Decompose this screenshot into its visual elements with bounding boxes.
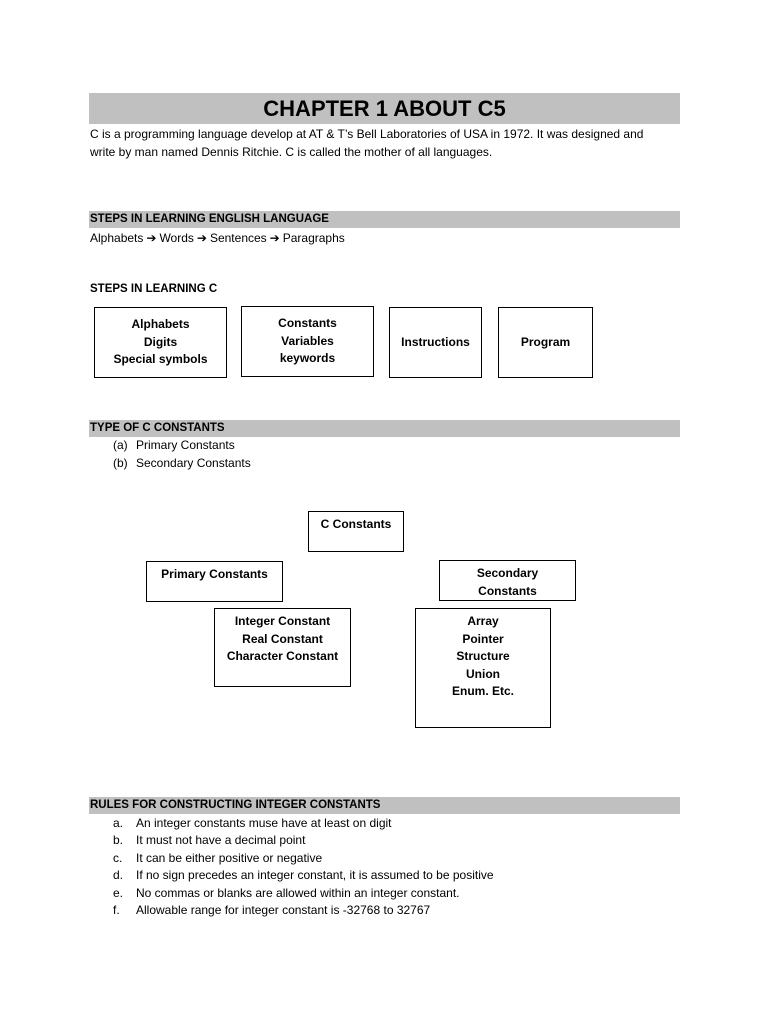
constants-types-heading: TYPE OF C CONSTANTS [89, 420, 680, 437]
diagram-secondary-label-1: Secondary [476, 566, 539, 580]
diagram-item: Union [466, 666, 500, 681]
page-title: CHAPTER 1 ABOUT C5 [89, 93, 680, 124]
c-steps-heading: STEPS IN LEARNING C [90, 283, 218, 295]
list-item [113, 832, 305, 850]
diagram-primary-items-box [214, 608, 351, 687]
list-text: Allowable range for integer constant is -32768 to 32767 [136, 903, 431, 917]
c-step-box-alphabets [94, 307, 227, 378]
list-item [113, 455, 251, 473]
diagram-root-box [308, 511, 404, 552]
c-step-box-constants [241, 306, 374, 377]
diagram-item: Character Constant [226, 649, 339, 663]
c-step-box-line: Program [520, 334, 571, 349]
list-marker: d. [113, 868, 124, 882]
list-marker: e. [113, 886, 124, 900]
step-sentences: Sentences [209, 231, 267, 245]
list-text: An integer constants muse have at least on digit [136, 816, 392, 830]
list-marker: c. [113, 851, 123, 865]
list-item [113, 815, 392, 833]
list-text: It must not have a decimal point [136, 833, 306, 847]
right-arrow-icon: ➔ [146, 231, 157, 245]
integer-rules-heading: RULES FOR CONSTRUCTING INTEGER CONSTANTS [89, 797, 680, 814]
diagram-secondary-items-box [415, 608, 551, 728]
list-marker: b. [113, 833, 124, 847]
diagram-item: Enum. Etc. [451, 684, 514, 698]
list-marker: (a) [113, 438, 128, 452]
intro-paragraph [90, 125, 680, 161]
list-text: No commas or blanks are allowed within an integer constant. [136, 886, 460, 900]
diagram-root-label: C Constants [320, 517, 392, 531]
diagram-item: Integer Constant [234, 614, 331, 628]
diagram-item: Array [467, 614, 499, 628]
c-step-box-program [498, 307, 593, 378]
step-alphabets: Alphabets [90, 231, 144, 245]
c-step-box-instructions [389, 307, 482, 378]
diagram-primary-label: Primary Constants [161, 567, 268, 581]
intro-line-2: write by man named Dennis Ritchie. C is called the mother of all languages. [90, 145, 493, 159]
diagram-item: Real Constant [242, 631, 323, 646]
c-step-box-line: Variables [281, 333, 334, 348]
diagram-primary-box [146, 561, 283, 602]
c-step-box-line: Special symbols [113, 352, 208, 367]
list-item [113, 437, 235, 455]
english-steps-sequence [90, 229, 345, 247]
list-text: Secondary Constants [136, 456, 251, 470]
c-step-box-line: Constants [278, 316, 337, 331]
list-item [113, 850, 322, 868]
diagram-secondary-box [439, 560, 576, 601]
diagram-item: Structure [456, 649, 510, 663]
list-item [113, 867, 494, 885]
list-text: Primary Constants [136, 438, 235, 452]
list-marker: (b) [113, 456, 128, 470]
right-arrow-icon: ➔ [269, 231, 280, 245]
list-item [113, 902, 430, 920]
diagram-secondary-label-2: Constants [478, 583, 537, 598]
right-arrow-icon: ➔ [196, 231, 207, 245]
c-step-box-line: keywords [279, 351, 336, 366]
step-paragraphs: Paragraphs [282, 231, 345, 245]
step-words: Words [159, 231, 194, 245]
diagram-item: Pointer [462, 631, 504, 646]
list-item [113, 885, 460, 903]
list-marker: f. [113, 903, 120, 917]
list-text: It can be either positive or negative [136, 851, 323, 865]
list-text: If no sign precedes an integer constant, it is assumed to be positive [136, 868, 494, 882]
c-step-box-line: Alphabets [131, 317, 190, 332]
c-step-box-line: Instructions [401, 334, 470, 349]
english-steps-heading: STEPS IN LEARNING ENGLISH LANGUAGE [89, 211, 680, 228]
c-step-box-line: Digits [143, 334, 178, 349]
intro-line-1: C is a programming language develop at AT & T’s Bell Laboratories of USA in 1972. It was designed and [90, 127, 644, 141]
list-marker: a. [113, 816, 124, 830]
